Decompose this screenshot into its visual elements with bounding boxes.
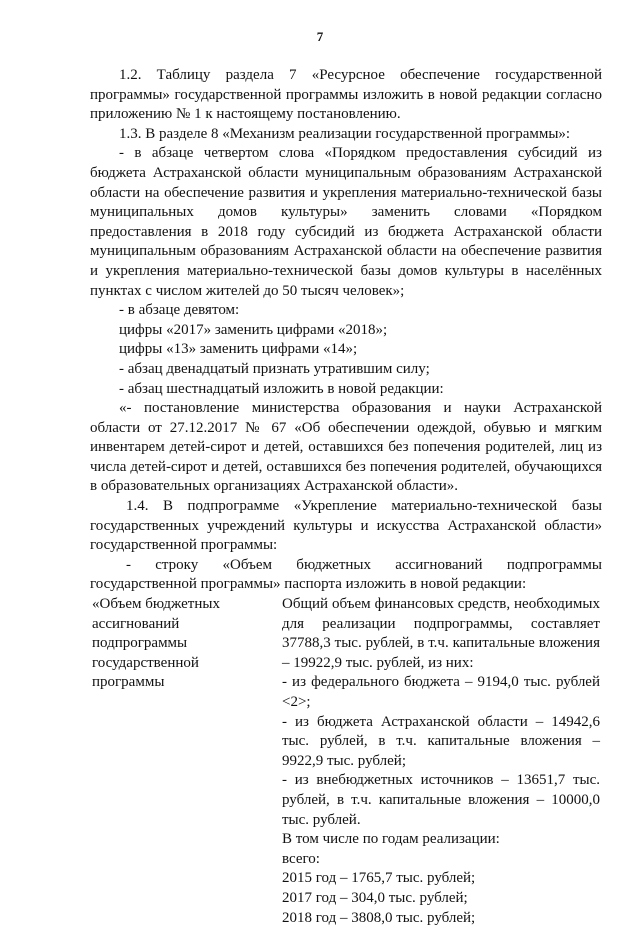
paragraph-stroku: - строку «Объем бюджетных ассигнований подпрограммы государственной программы» паспорта изложить в новой редакции: — [90, 556, 602, 593]
paragraph-abzac-12: - абзац двенадцатый признать утратившим силу; — [119, 360, 430, 377]
passport-table-label-cell — [90, 595, 270, 928]
paragraph-1-3: 1.3. В разделе 8 «Механизм реализации государственной программы»: — [119, 125, 571, 142]
passport-line: - из внебюджетных источников – 13651,7 тыс. рублей, в т.ч. капитальные вложения – 10000,0 тыс. рублей. — [282, 772, 600, 828]
paragraph-postanovlenie: «- постановление министерства образования и науки Астраханской области от 27.12.2017 № 67 «Об обеспечении одеждой, обувью и мягким инвентарем детей-сирот и детей, оставшихся без попечения родителей, лиц из числа детей-сирот и детей, оставшихся без попечения родителей, обучающихся в образовательных организациях Астраханской области». — [90, 400, 602, 495]
passport-table-value-cell — [282, 595, 600, 928]
passport-line: 2018 год – 3808,0 тыс. рублей; — [282, 909, 476, 926]
passport-line: - из бюджета Астраханской области – 14942,6 тыс. рублей, в т.ч. капитальные вложения – 9922,9 тыс. рублей; — [282, 713, 600, 769]
page-number: 7 — [316, 29, 324, 44]
paragraph-abzac-16: - абзац шестнадцатый изложить в новой редакции: — [119, 380, 444, 397]
paragraph-1-2: 1.2. Таблицу раздела 7 «Ресурсное обеспечение государственной программы» государственной программы изложить в новой редакции согласно приложению № 1 к настоящему постановлению. — [90, 67, 602, 123]
passport-line: - из федерального бюджета – 9194,0 тыс. рублей <2>; — [282, 674, 600, 710]
paragraph-digits-2017: цифры «2017» заменить цифрами «2018»; — [119, 321, 388, 338]
passport-line: Общий объем финансовых средств, необходимых для реализации подпрограммы, составляет 37788,3 тыс. рублей, в т.ч. капитальные вложения – 19922,9 тыс. рублей, из них: — [282, 596, 600, 671]
paragraph-abzac-9: - в абзаце девятом: — [119, 302, 240, 319]
passport-line: В том числе по годам реализации: — [282, 831, 500, 848]
paragraph-abzac-4: - в абзаце четвертом слова «Порядком предоставления субсидий из бюджета Астраханской области муниципальным образованиям Астраханской области на обеспечение развития и укрепления материально-технической базы муниципальных домов культуры» заменить словами «Порядком предоставления в 2018 году субсидий из бюджета Астраханской области муниципальным образованиям Астраханской области на обеспечение развития и укрепления материально-технической базы домов культуры в населённых пунктах с числом жителей до 50 тысяч человек»; — [90, 145, 602, 299]
paragraph-1-4: 1.4. В подпрограмме «Укрепление материально-технической базы государственных учреждений культуры и искусства Астраханской области» государственной программы: — [90, 498, 602, 554]
paragraph-digits-13: цифры «13» заменить цифрами «14»; — [119, 341, 358, 358]
document-body — [90, 66, 602, 928]
passport-line: всего: — [282, 850, 320, 867]
passport-table-label: «Объем бюджетных ассигнований подпрограммы государственной программы — [92, 596, 220, 691]
passport-table — [90, 595, 602, 928]
passport-line: 2017 год – 304,0 тыс. рублей; — [282, 889, 468, 906]
passport-line: 2015 год – 1765,7 тыс. рублей; — [282, 870, 476, 887]
